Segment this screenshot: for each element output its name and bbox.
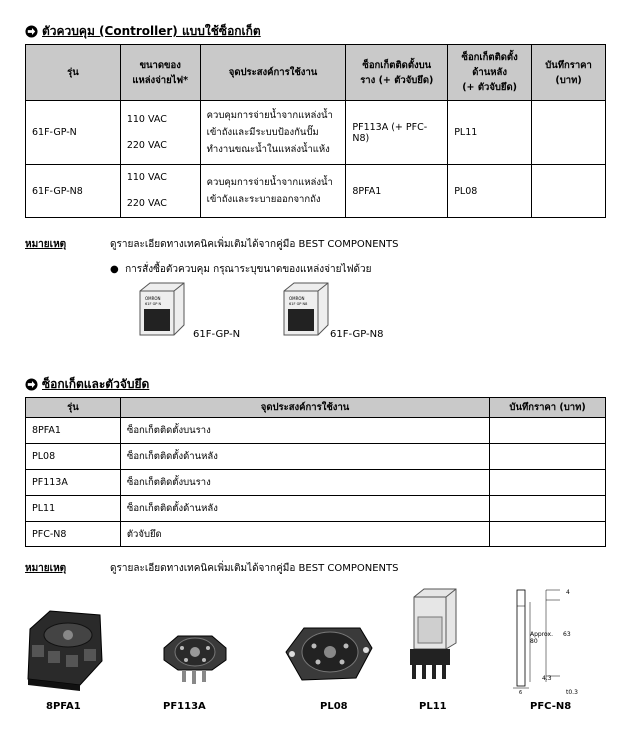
product-label-pf113a: PF113A — [163, 701, 206, 712]
note2-text: ดูรายละเอียดทางเทคนิคเพิ่มเติมได้จากคู่มือ BEST COMPONENTS — [110, 563, 399, 574]
section1-title — [25, 22, 261, 41]
note2 — [25, 561, 66, 576]
product-label-pl11: PL11 — [419, 701, 447, 712]
dim-length: 63 — [563, 631, 571, 638]
row-purpose: ซ็อกเก็ตติดตั้งด้านหลัง — [120, 496, 489, 522]
row-rail-socket: 8PFA1 — [346, 165, 448, 218]
col-rail-socket — [346, 45, 448, 101]
section2-title-text: ซ็อกเก็ตและตัวจับยึด — [42, 377, 150, 391]
device-brand: OMRON — [289, 296, 305, 301]
dim-thick: t0.3 — [566, 689, 578, 696]
table-row — [26, 101, 606, 165]
col-rail-l1: ซ็อกเก็ตติดตั้งบน — [362, 59, 432, 71]
col-back-l2: ด้านหลัง — [472, 67, 507, 78]
row-price — [490, 470, 606, 496]
product-label-pl08: PL08 — [320, 701, 348, 712]
socket-pl08-image — [282, 618, 374, 690]
socket-8pfa1-image — [22, 605, 108, 693]
row-price — [490, 418, 606, 444]
row-purpose — [200, 165, 346, 218]
voltage-220: 220 VAC — [126, 198, 167, 209]
socket-pf113a-image — [160, 626, 230, 688]
row-back-socket: PL08 — [448, 165, 532, 218]
controller-table — [25, 44, 606, 218]
voltage-110: 110 VAC — [126, 113, 167, 125]
table-row — [26, 165, 606, 218]
row-price — [490, 496, 606, 522]
col-back-l3: (+ ตัวจับยึด) — [462, 82, 518, 93]
col-price-l2: (บาท) — [555, 74, 582, 86]
col-price-l1: บันทึกราคา — [545, 59, 592, 71]
dim-top: 4 — [566, 589, 570, 596]
row-model: PL08 — [26, 444, 121, 470]
table-row — [26, 418, 606, 444]
row-model: PL11 — [26, 496, 121, 522]
note1-text: ดูรายละเอียดทางเทคนิคเพิ่มเติมได้จากคู่มือ BEST COMPONENTS — [110, 239, 399, 250]
table-header-row — [26, 45, 606, 101]
row-price — [490, 444, 606, 470]
row-back-socket: PL11 — [448, 101, 532, 165]
note2-label: หมายเหตุ — [25, 563, 67, 574]
note1 — [25, 237, 66, 252]
bullet-text: การสั่งซื้อตัวควบคุม กรุณาระบุขนาดของแหล่งจ่ายไฟด้วย — [125, 264, 372, 275]
row-voltage — [120, 101, 200, 165]
row-purpose: ซ็อกเก็ตติดตั้งด้านหลัง — [120, 444, 489, 470]
row-purpose: ตัวจับยึด — [120, 522, 489, 547]
table-row — [26, 444, 606, 470]
col-purpose: จุดประสงค์การใช้งาน — [200, 45, 346, 101]
row-price — [490, 522, 606, 547]
purpose-line: เข้าถังและมีระบบป้องกันปั๊ม — [206, 127, 319, 138]
section2-title — [25, 375, 149, 394]
device-model-label: 61F GP N8 — [289, 302, 308, 306]
controller-61f-gp-n-image — [136, 281, 188, 337]
row-purpose: ซ็อกเก็ตติดตั้งบนราง — [120, 470, 489, 496]
table-header-row — [26, 398, 606, 418]
bullet-item — [110, 262, 372, 277]
table-row — [26, 496, 606, 522]
row-model: 61F-GP-N — [26, 101, 121, 165]
col-price — [532, 45, 606, 101]
bullet-icon: ● — [110, 264, 119, 275]
socket-table — [25, 397, 606, 547]
clip-pfc-n8-drawing — [508, 586, 588, 696]
table-row — [26, 470, 606, 496]
col-voltage — [120, 45, 200, 101]
device-brand: OMRON — [145, 296, 161, 301]
voltage-110: 110 VAC — [126, 172, 167, 183]
col-voltage-l2: แหล่งจ่ายไฟ* — [132, 74, 189, 86]
product-label-61f-gp-n8: 61F-GP-N8 — [330, 329, 384, 340]
dim-approx-val: 80 — [530, 638, 538, 645]
socket-pl11-image — [404, 587, 460, 683]
dim-approx: Approx. — [530, 631, 554, 638]
device-model-label: 61F GP N — [145, 302, 162, 306]
col-purpose: จุดประสงค์การใช้งาน — [120, 398, 489, 418]
dim-bottom: 6 — [519, 690, 523, 696]
col-voltage-l1: ขนาดของ — [139, 59, 181, 71]
row-voltage — [120, 165, 200, 218]
table-row — [26, 522, 606, 547]
row-purpose: ซ็อกเก็ตติดตั้งบนราง — [120, 418, 489, 444]
dim-mid: 4.3 — [542, 675, 552, 682]
row-model: PFC-N8 — [26, 522, 121, 547]
col-back-socket — [448, 45, 532, 101]
col-model: รุ่น — [26, 398, 121, 418]
col-model: รุ่น — [26, 45, 121, 101]
arrow-circle-icon — [25, 378, 38, 391]
row-model: 8PFA1 — [26, 418, 121, 444]
col-price: บันทึกราคา (บาท) — [490, 398, 606, 418]
note1-label: หมายเหตุ — [25, 239, 67, 250]
purpose-line: ควบคุมการจ่ายน้ำจากแหล่งน้ำ — [206, 177, 333, 188]
row-rail-socket: PF113A (+ PFC-N8) — [346, 101, 448, 165]
col-rail-l2: ราง (+ ตัวจับยึด) — [360, 74, 434, 86]
col-back-l1: ซ็อกเก็ตติดตั้ง — [461, 52, 518, 63]
row-purpose — [200, 101, 346, 165]
row-price — [532, 101, 606, 165]
arrow-circle-icon — [25, 25, 38, 38]
row-model: 61F-GP-N8 — [26, 165, 121, 218]
product-label-8pfa1: 8PFA1 — [46, 701, 81, 712]
purpose-line: ทำงานขณะน้ำในแหล่งน้ำแห้ง — [206, 144, 330, 155]
voltage-220: 220 VAC — [126, 139, 167, 151]
product-label-61f-gp-n: 61F-GP-N — [193, 329, 241, 340]
purpose-line: ควบคุมการจ่ายน้ำจากแหล่งน้ำ — [206, 110, 333, 121]
row-price — [532, 165, 606, 218]
product-label-pfc-n8: PFC-N8 — [530, 701, 572, 712]
row-model: PF113A — [26, 470, 121, 496]
controller-61f-gp-n8-image — [280, 281, 332, 337]
purpose-line: เข้าถังและระบายออกจากถัง — [206, 194, 321, 205]
section1-title-text: ตัวควบคุม (Controller) แบบใช้ซ็อกเก็ต — [42, 24, 261, 38]
